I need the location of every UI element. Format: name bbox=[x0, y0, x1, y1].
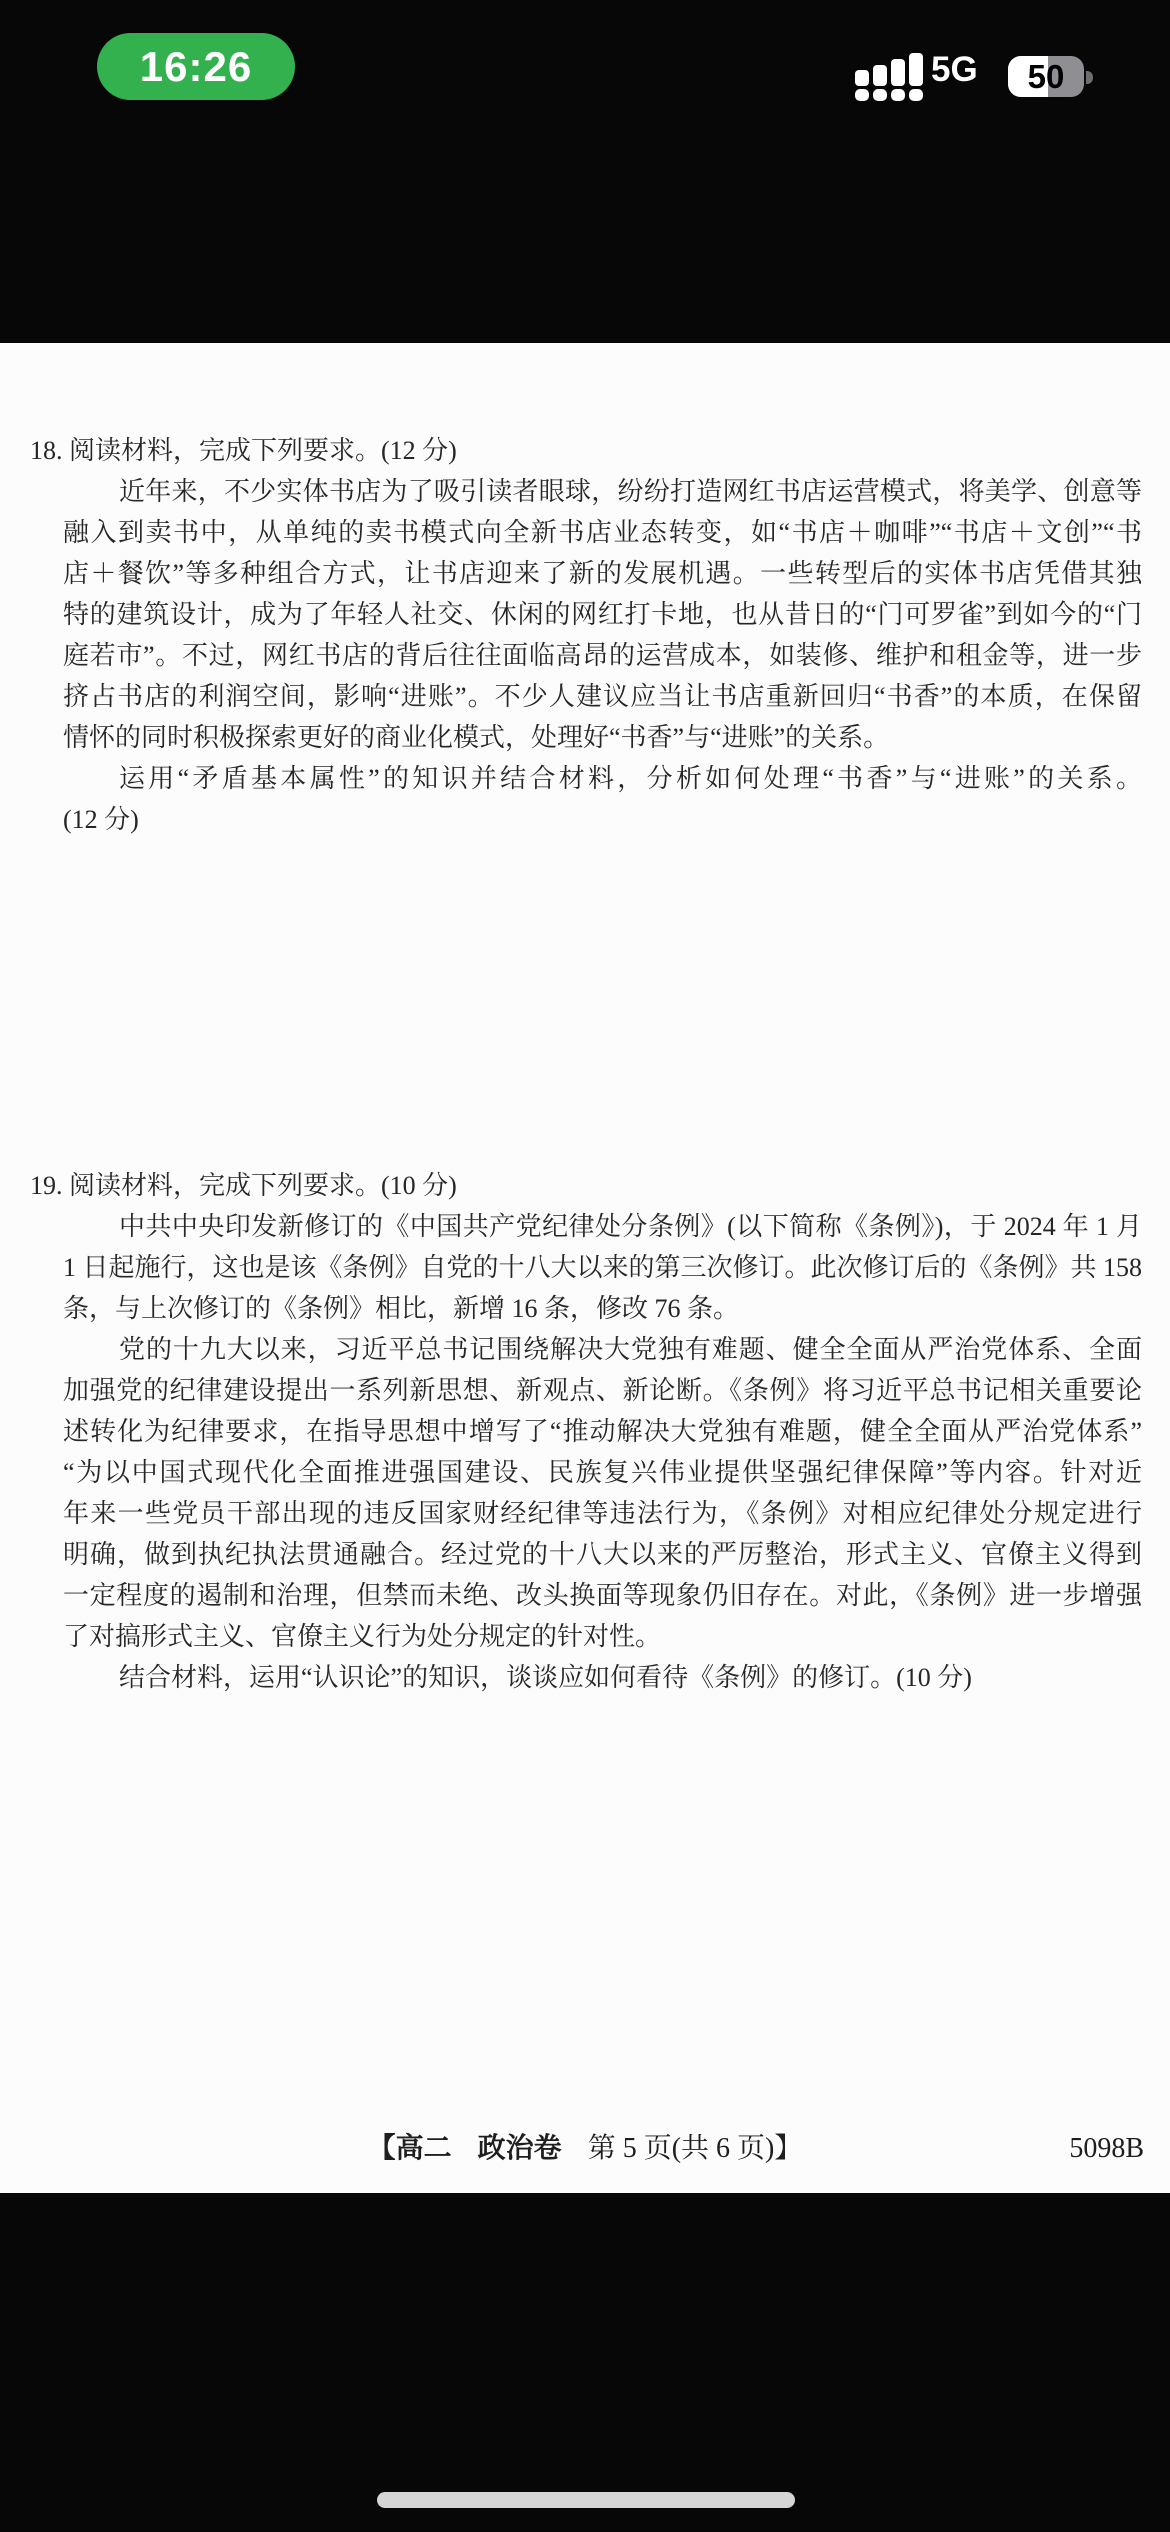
q19-line: 述转化为纪律要求，在指导思想中增写了“推动解决大党独有难题，健全全面从严治党体系” bbox=[63, 1417, 1142, 1446]
signal-bar-3 bbox=[891, 53, 905, 101]
question-18 bbox=[0, 430, 1170, 840]
q19-line: 年来一些党员干部出现的违反国家财经纪律等违法行为，《条例》对相应纪律处分规定进行 bbox=[63, 1499, 1142, 1528]
q18-line: 挤占书店的利润空间，影响“进账”。不少人建议应当让书店重新回归“书香”的本质，在保留 bbox=[63, 682, 1142, 711]
battery-level-icon bbox=[1008, 56, 1084, 97]
q18-line: 情怀的同时积极探索更好的商业化模式，处理好“书香”与“进账”的关系。 bbox=[63, 723, 890, 752]
bottom-letterbox bbox=[0, 2193, 1170, 2532]
signal-bar-1 bbox=[855, 53, 869, 101]
question-19-heading: 19. 阅读材料，完成下列要求。(10 分) bbox=[30, 1171, 457, 1200]
q19-task-line: 结合材料，运用“认识论”的知识，谈谈应如何看待《条例》的修订。(10 分) bbox=[119, 1663, 972, 1692]
footer-grade: 【高二 bbox=[367, 2133, 452, 2164]
footer-subject: 政治卷 bbox=[477, 2133, 562, 2164]
signal-bar-2 bbox=[873, 53, 887, 101]
q19-line: “为以中国式现代化全面推进强国建设、民族复兴伟业提供坚强纪律保障”等内容。针对近 bbox=[63, 1458, 1142, 1487]
q19-line: 了对搞形式主义、官僚主义行为处分规定的针对性。 bbox=[63, 1622, 662, 1651]
paper-code: 5098B bbox=[1069, 2133, 1144, 2164]
q18-score-line: (12 分) bbox=[63, 805, 139, 834]
footer-page-info bbox=[0, 2128, 1170, 2169]
q18-line: 融入到卖书中，从单纯的卖书模式向全新书店业态转变，如“书店＋咖啡”“书店＋文创”“书 bbox=[63, 518, 1142, 547]
cellular-signal-dual-sim-icon bbox=[855, 53, 923, 101]
page-footer bbox=[0, 2128, 1170, 2169]
home-indicator-bar[interactable] bbox=[377, 2492, 795, 2508]
q19-line: 明确，做到执纪执法贯通融合。经过党的十八大以来的严厉整治，形式主义、官僚主义得到 bbox=[63, 1540, 1142, 1569]
battery-cap bbox=[1086, 71, 1093, 84]
signal-bar-4 bbox=[909, 53, 923, 101]
network-type-label: 5G bbox=[931, 50, 978, 89]
footer-page-number: 第 5 页(共 6 页)】 bbox=[587, 2133, 803, 2164]
q19-line: 加强党的纪律建设提出一系列新思想、新观点、新论断。《条例》将习近平总书记相关重要论 bbox=[63, 1376, 1142, 1405]
q19-line: 中共中央印发新修订的《中国共产党纪律处分条例》(以下简称《条例》)，于 2024 年 1 月 bbox=[119, 1212, 1142, 1241]
time-pill[interactable] bbox=[97, 33, 295, 100]
q18-line: 近年来，不少实体书店为了吸引读者眼球，纷纷打造网红书店运营模式，将美学、创意等 bbox=[119, 477, 1142, 506]
q19-line: 1 日起施行，这也是该《条例》自党的十八大以来的第三次修订。此次修订后的《条例》共 158 bbox=[63, 1253, 1143, 1282]
battery-percent-label: 50 bbox=[1027, 57, 1065, 95]
q19-line: 党的十九大以来，习近平总书记围绕解决大党独有难题、健全全面从严治党体系、全面 bbox=[119, 1335, 1142, 1364]
q18-line: 特的建筑设计，成为了年轻人社交、休闲的网红打卡地，也从昔日的“门可罗雀”到如今的“门 bbox=[63, 600, 1142, 629]
q18-task-line: 运用“矛盾基本属性”的知识并结合材料，分析如何处理“书香”与“进账”的关系。 bbox=[119, 764, 1142, 793]
exam-page-photo bbox=[0, 343, 1170, 2193]
status-time: 16:26 bbox=[139, 42, 253, 90]
q18-line: 庭若市”。不过，网红书店的背后往往面临高昂的运营成本，如装修、维护和租金等，进一步 bbox=[63, 641, 1142, 670]
q18-line: 店＋餐饮”等多种组合方式，让书店迎来了新的发展机遇。一些转型后的实体书店凭借其独 bbox=[63, 559, 1142, 588]
q19-line: 条，与上次修订的《条例》相比，新增 16 条，修改 76 条。 bbox=[63, 1294, 740, 1323]
q19-line: 一定程度的遏制和治理，但禁而未绝、改头换面等现象仍旧存在。对此，《条例》进一步增强 bbox=[63, 1581, 1142, 1610]
question-19 bbox=[0, 1165, 1170, 1698]
question-18-heading: 18. 阅读材料，完成下列要求。(12 分) bbox=[30, 436, 457, 465]
